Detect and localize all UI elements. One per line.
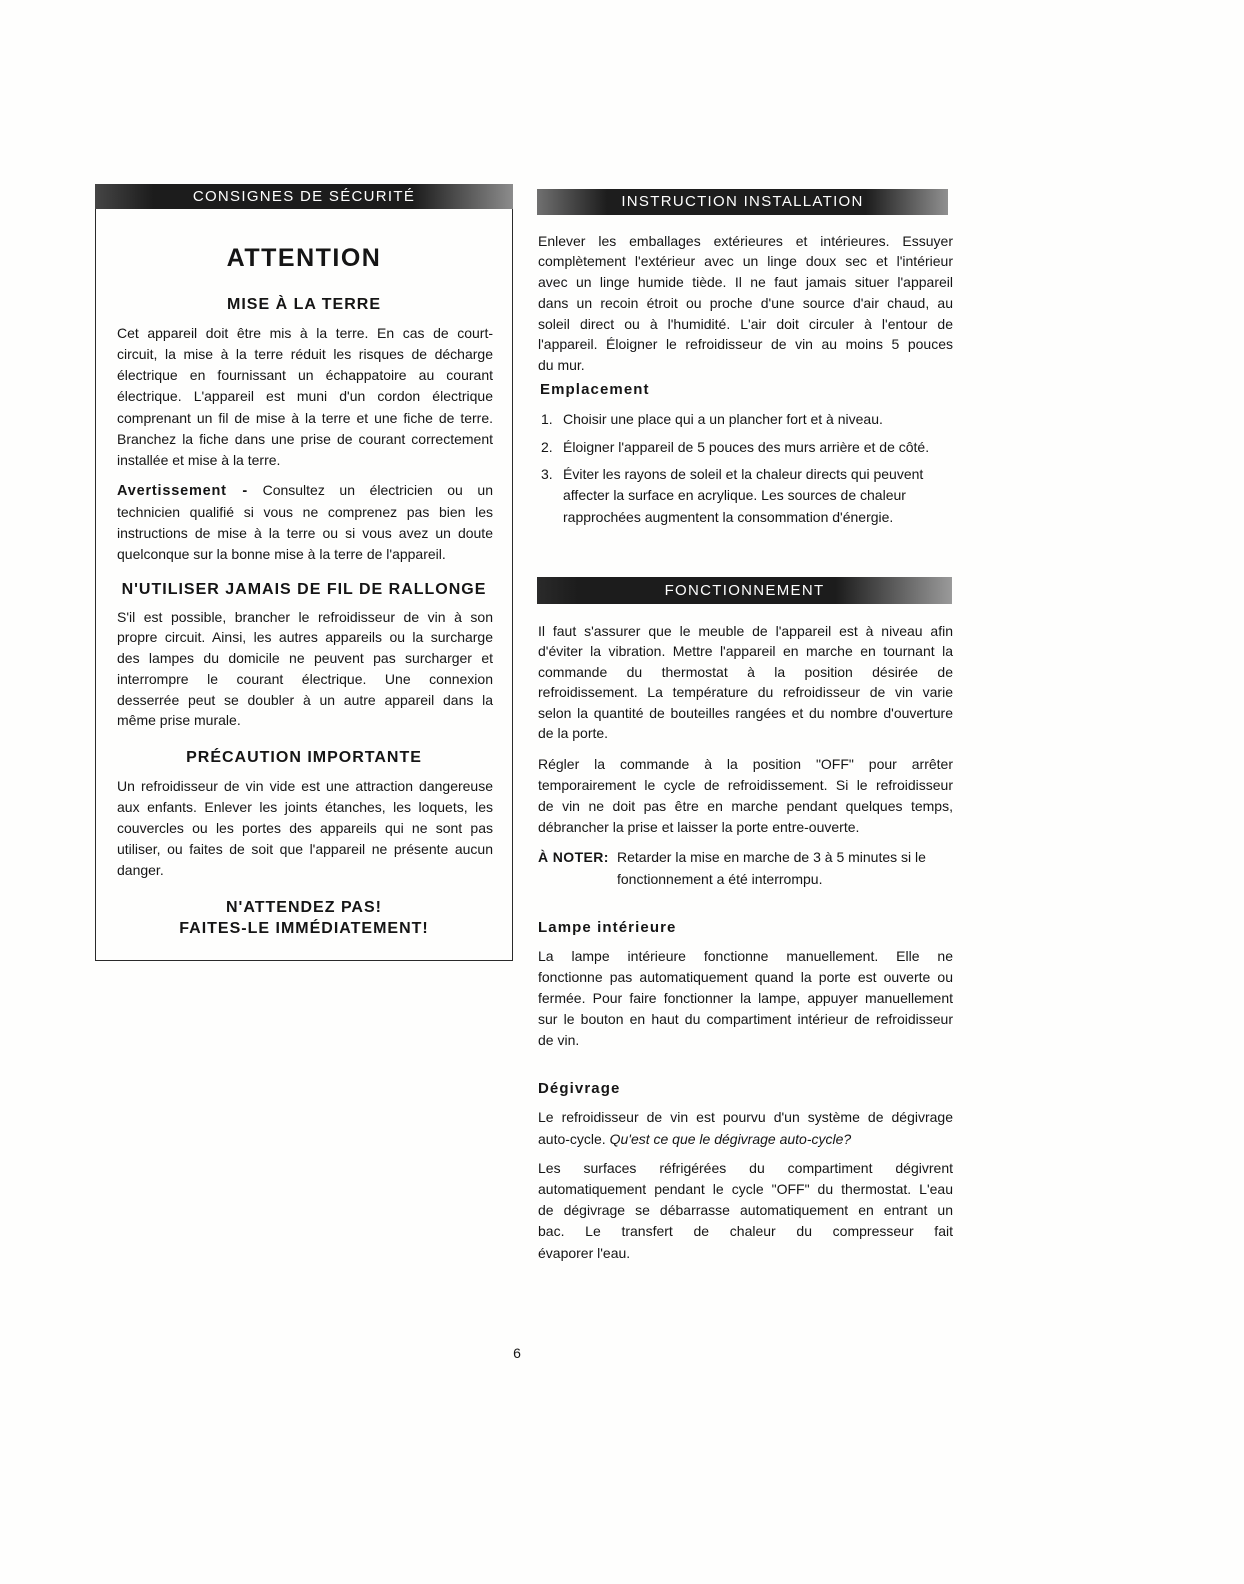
defrost-question: Qu'est ce que le dégivrage auto-cycle? <box>609 1130 852 1147</box>
text-line: refroidissement. La température du refroidisseur de vin varie <box>538 684 953 701</box>
text-line: de la porte. <box>538 725 609 742</box>
defrost-intro-tail-line <box>538 1128 953 1150</box>
closing-block <box>95 897 513 939</box>
defrost-intro-tail: auto-cycle. <box>538 1130 606 1147</box>
text-line: Il faut s'assurer que le meuble de l'appareil est à niveau afin <box>538 622 953 639</box>
text-line: comprenant un fil de mise à la terre et une fiche de terre. <box>117 409 493 426</box>
text-line: affecter la surface en acrylique. Les sources de chaleur <box>563 487 906 503</box>
operation-paragraph-2 <box>538 754 953 839</box>
text-line: Les surfaces réfrigérées du compartiment dégivrent <box>538 1159 953 1176</box>
text-line: Éviter les rayons de soleil et la chaleur directs qui peuvent <box>563 465 924 482</box>
item-number: 3. <box>541 465 553 482</box>
operation-paragraph-1 <box>538 621 953 745</box>
defrost-paragraph <box>538 1158 953 1264</box>
grounding-paragraph <box>117 323 493 472</box>
warning-first-text: Consultez un électricien ou un <box>262 481 493 498</box>
precaution-heading: PRÉCAUTION IMPORTANTE <box>186 748 422 766</box>
text-line: S'il est possible, brancher le refroidisseur de vin à son <box>117 608 493 625</box>
text-line: utiliser, ou faites de soit que l'appareil ne présente aucun <box>117 840 493 857</box>
text-line: soleil direct ou à l'humidité. L'air doit circuler à l'entour de <box>538 315 953 332</box>
text-line: fonctionne pas automatiquement quand la porte est ouverte ou <box>538 968 953 985</box>
note <box>538 846 953 890</box>
text-line: électrique en fournissant un échappatoire au courant <box>117 367 493 384</box>
text-line: propre circuit. Ainsi, les autres appareils ou la surcharge <box>117 629 493 646</box>
text-line: Choisir une place qui a un plancher fort et à niveau. <box>563 410 883 427</box>
text-line: Branchez la fiche dans une prise de courant correctement <box>117 430 493 447</box>
item-text <box>563 409 953 430</box>
text-line: La lampe intérieure fonctionne manuellement. Elle ne <box>538 947 953 964</box>
text-line: évaporer l'eau. <box>538 1244 631 1261</box>
location-item-2 <box>541 437 953 458</box>
text-line: dans un recoin étroit ou proche d'une source d'air chaud, au <box>538 294 953 311</box>
text-line: rapprochées augmentent la consommation d'énergie. <box>563 508 894 525</box>
item-text <box>563 437 953 458</box>
location-heading: Emplacement <box>540 380 650 398</box>
precaution-paragraph <box>117 776 493 881</box>
text-line: d'éviter la vibration. Mettre l'appareil en marche en tournant la <box>538 643 953 660</box>
attention-title: ATTENTION <box>226 244 382 272</box>
text-line: complètement l'extérieur avec un linge doux sec et l'intérieur <box>538 253 953 270</box>
item-text <box>563 464 953 529</box>
text-line: desserrée peut se doubler à un autre appareil dans la <box>117 691 493 708</box>
text-line: Éloigner l'appareil de 5 pouces des murs arrière et de côté. <box>563 438 930 455</box>
closing-line-2: FAITES-LE IMMÉDIATEMENT! <box>179 919 429 937</box>
text-line: fermée. Pour faire fonctionner la lampe, appuyer manuellement <box>538 989 953 1006</box>
warning-first-line <box>117 480 493 502</box>
text-line: installée et mise à la terre. <box>117 452 281 469</box>
text-line: bac. Le transfert de chaleur du compresseur fait <box>538 1223 953 1240</box>
lamp-heading: Lampe intérieure <box>538 918 677 936</box>
text-line: technicien qualifié si vous ne comprenez pas bien les <box>117 503 493 520</box>
text-line: commande du thermostat à la position désirée de <box>538 663 953 680</box>
text-line: même prise murale. <box>117 712 241 729</box>
text-line: temporairement le cycle de refroidissement. Si le refroidisseur <box>538 776 953 793</box>
text-line: Cet appareil doit être mis à la terre. En cas de court- <box>117 324 493 341</box>
text-line: sur le bouton en haut du compartiment intérieur de refroidisseur <box>538 1010 953 1027</box>
grounding-heading: MISE À LA TERRE <box>227 295 381 313</box>
warning-label: Avertissement - <box>117 482 248 499</box>
item-number: 2. <box>541 438 553 455</box>
location-item-3 <box>541 464 953 529</box>
text-line: de dégivrage se débarrasse automatiquement en entrant un <box>538 1202 953 1219</box>
text-line: fonctionnement a été interrompu. <box>617 870 823 887</box>
text-line: débrancher la prise et laisser la porte entre-ouverte. <box>538 819 860 836</box>
installation-paragraph <box>538 231 953 376</box>
defrost-heading: Dégivrage <box>538 1079 621 1097</box>
note-text <box>617 846 953 890</box>
defrost-intro <box>538 1106 953 1150</box>
text-line: Le refroidisseur de vin est pourvu d'un système de dégivrage <box>538 1108 953 1125</box>
text-line: automatiquement pendant le cycle "OFF" du thermostat. L'eau <box>538 1180 953 1197</box>
text-line: interrompre le courant électrique. Une connexion <box>117 670 493 687</box>
warning-lines <box>117 502 493 565</box>
text-line: l'appareil. Éloigner le refroidisseur de vin au moins 5 pouces <box>538 336 953 353</box>
extension-heading: N'UTILISER JAMAIS DE FIL DE RALLONGE <box>121 580 487 598</box>
text-line: instructions de mise à la terre ou si vous avez un doute <box>117 524 493 541</box>
page-number: 6 <box>513 1344 521 1361</box>
text-line: Enlever les emballages extérieures et intérieures. Essuyer <box>538 232 953 249</box>
text-line: de vin. <box>538 1031 580 1048</box>
lamp-paragraph <box>538 946 953 1051</box>
safety-header: CONSIGNES DE SÉCURITÉ <box>95 184 513 209</box>
text-line: des lampes du domicile ne peuvent pas surcharger et <box>117 650 493 667</box>
text-line: aux enfants. Enlever les joints étanches, les loquets, les <box>117 798 493 815</box>
text-line: avec un linge humide tiède. Il ne faut jamais situer l'appareil <box>538 274 953 290</box>
extension-paragraph <box>117 607 493 732</box>
text-line: quelconque sur la bonne mise à la terre de l'appareil. <box>117 545 446 562</box>
text-line: Régler la commande à la position "OFF" pour arrêter <box>538 755 953 772</box>
installation-header: INSTRUCTION INSTALLATION <box>537 189 948 215</box>
text-line: du mur. <box>538 357 585 373</box>
text-line: circuit, la mise à la terre réduit les risques de décharge <box>117 345 493 362</box>
location-item-1 <box>541 409 953 430</box>
text-line: électrique. L'appareil est muni d'un cordon électrique <box>117 388 493 405</box>
item-number: 1. <box>541 410 553 427</box>
operation-header: FONCTIONNEMENT <box>537 577 952 604</box>
text-line: Retarder la mise en marche de 3 à 5 minutes si le <box>617 848 926 865</box>
text-line: couvercles ou les portes des appareils qui ne sont pas <box>117 819 493 836</box>
text-line: Un refroidisseur de vin vide est une attraction dangereuse <box>117 777 493 794</box>
text-line: danger. <box>117 861 164 878</box>
text-line: de vin ne doit pas être en marche pendant quelques temps, <box>538 798 953 815</box>
note-label: À NOTER: <box>538 848 609 865</box>
closing-line-1: N'ATTENDEZ PAS! <box>226 898 382 916</box>
warning-paragraph <box>117 480 493 565</box>
text-line: selon la quantité de bouteilles rangées et du nombre d'ouverture <box>538 704 953 721</box>
